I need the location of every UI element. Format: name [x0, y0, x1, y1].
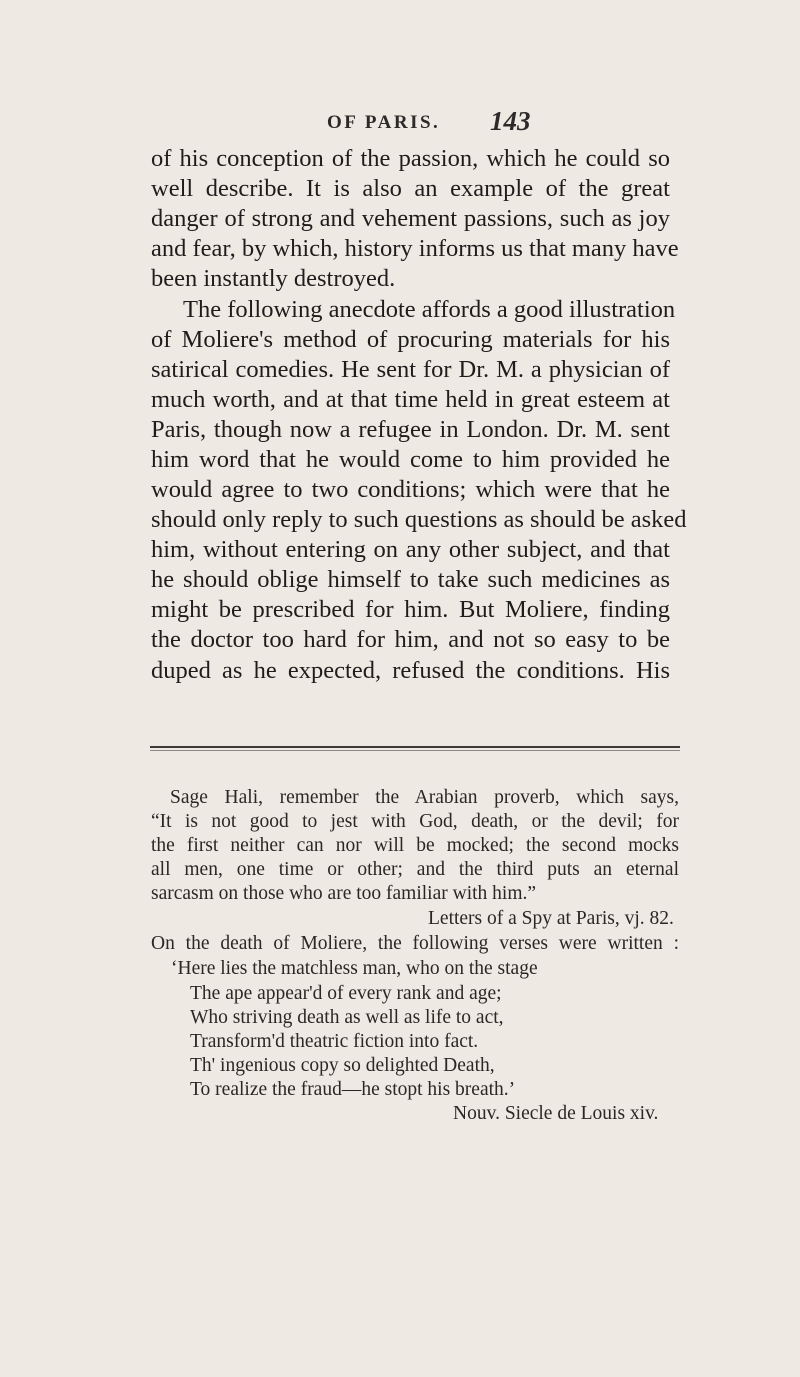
verse-line: Th' ingenious copy so delighted Death,	[190, 1055, 495, 1076]
main-text-line: might be prescribed for him. But Moliere, finding	[151, 596, 670, 623]
verse-line: To realize the fraud—he stopt his breath.’	[190, 1079, 516, 1100]
main-text-line: should only reply to such questions as should be asked	[151, 506, 687, 533]
main-text-line: duped as he expected, refused the conditions. His	[151, 657, 670, 684]
footnote-rule	[150, 746, 680, 748]
footnote-line: sarcasm on those who are too familiar with him.”	[151, 883, 537, 904]
page-number: 143	[490, 106, 531, 136]
footnote-line: “It is not good to jest with God, death, or the devil; for	[151, 811, 679, 832]
running-head-title: OF PARIS.	[327, 112, 441, 133]
main-text-line: The following anecdote affords a good illustration	[183, 296, 676, 323]
footnote-line: the first neither can nor will be mocked; the second mocks	[151, 835, 679, 856]
main-text-line: him, without entering on any other subject, and that	[151, 536, 670, 563]
footnote-line: all men, one time or other; and the third puts an eternal	[151, 859, 679, 880]
main-text-line: he should oblige himself to take such medicines as	[151, 566, 670, 593]
footnote-citation: Letters of a Spy at Paris, vj. 82.	[428, 908, 674, 929]
main-text-line: much worth, and at that time held in great esteem at	[151, 386, 670, 413]
main-text-line: of Moliere's method of procuring materials for his	[151, 326, 670, 353]
main-text-line: been instantly destroyed.	[151, 265, 396, 292]
verse-line: Who striving death as well as life to act,	[190, 1007, 504, 1028]
main-text-line: of his conception of the passion, which he could so	[151, 145, 670, 172]
main-text-line: Paris, though now a refugee in London. Dr. M. sent	[151, 416, 670, 443]
footnote-line: Sage Hali, remember the Arabian proverb, which says,	[170, 787, 679, 808]
footnote-rule-shadow	[150, 750, 680, 751]
main-text-line: danger of strong and vehement passions, such as joy	[151, 205, 670, 232]
main-text-line: and fear, by which, history informs us that many have	[151, 235, 679, 262]
running-head	[0, 92, 800, 142]
verse-line: ‘Here lies the matchless man, who on the stage	[171, 958, 538, 979]
main-text-line: the doctor too hard for him, and not so easy to be	[151, 626, 670, 653]
verse-line: The ape appear'd of every rank and age;	[190, 983, 502, 1004]
verse-citation: Nouv. Siecle de Louis xiv.	[453, 1103, 659, 1124]
main-text-line: satirical comedies. He sent for Dr. M. a physician of	[151, 356, 670, 383]
main-text-line: him word that he would come to him provided he	[151, 446, 670, 473]
main-text-line: would agree to two conditions; which were that he	[151, 476, 670, 503]
footnote-intro: On the death of Moliere, the following verses were written :	[151, 933, 679, 954]
verse-line: Transform'd theatric fiction into fact.	[190, 1031, 479, 1052]
main-text-line: well describe. It is also an example of the great	[151, 175, 670, 202]
